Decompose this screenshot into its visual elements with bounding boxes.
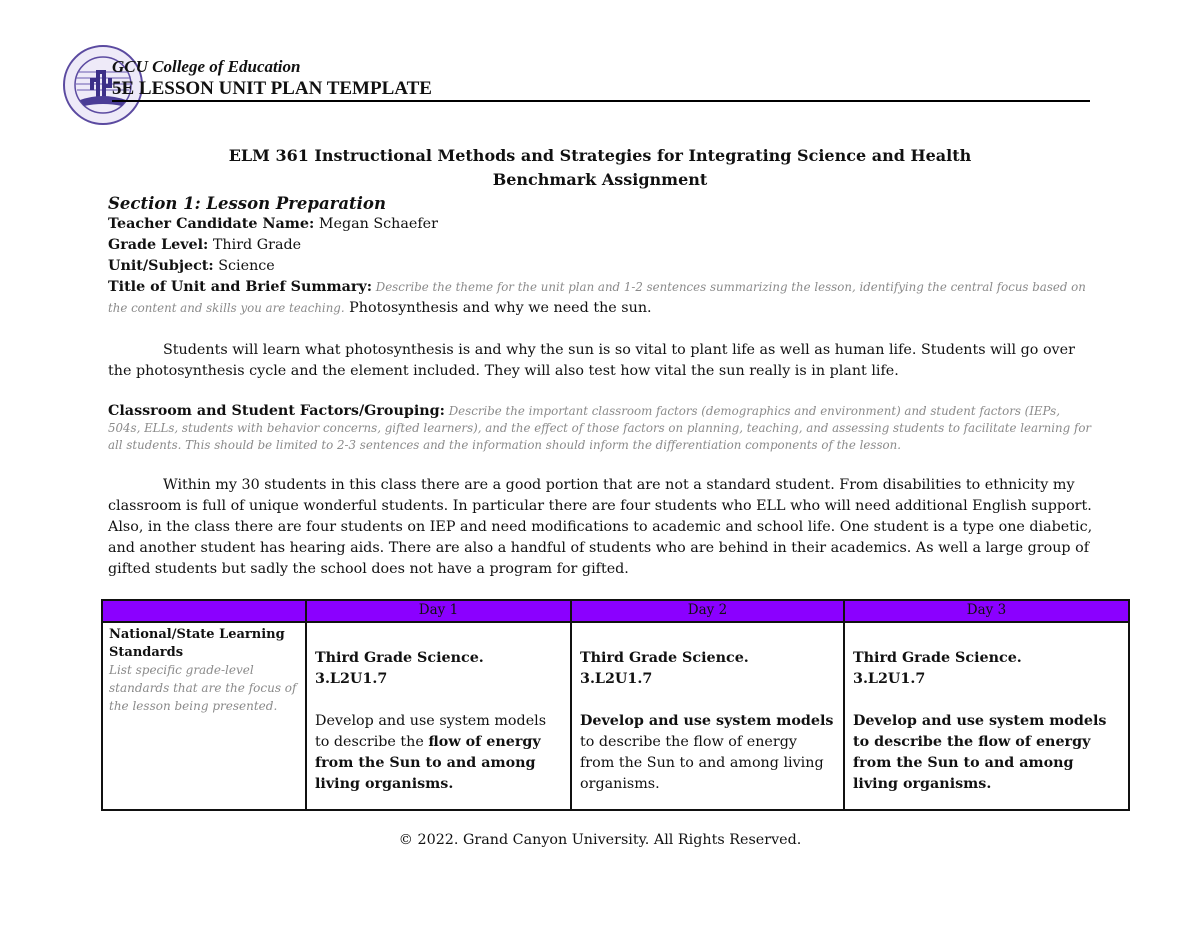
standard-text: to describe the flow of energy from the Sun to and among living organisms. bbox=[580, 734, 824, 792]
grade-row bbox=[108, 235, 1093, 256]
unit-value: Science bbox=[213, 258, 275, 274]
college-name: GCU College of Education bbox=[112, 57, 301, 76]
title-label: Title of Unit and Brief Summary: bbox=[108, 279, 372, 295]
factors-row bbox=[108, 403, 1093, 454]
template-title: 5E LESSON UNIT PLAN TEMPLATE bbox=[112, 78, 432, 99]
course-title: ELM 361 Instructional Methods and Strategies for Integrating Science and Health bbox=[228, 146, 972, 165]
header-empty bbox=[102, 600, 306, 622]
standard-code: 3.L2U1.7 bbox=[315, 671, 388, 687]
title-hint: Describe the theme for the unit plan and 1-2 sentences summarizing the lesson, identifying the central focus based on the content and skills you are teaching. bbox=[108, 280, 1086, 315]
copyright-footer: © 2022. Grand Canyon University. All Rights Reserved. bbox=[398, 832, 802, 848]
standard-code: 3.L2U1.7 bbox=[853, 671, 926, 687]
standard-text-bold: flow of energy from the Sun to and among living organisms. bbox=[315, 734, 541, 792]
standard-code: 3.L2U1.7 bbox=[580, 671, 653, 687]
standard-title: Third Grade Science. bbox=[315, 650, 484, 666]
table-header-row bbox=[102, 600, 1129, 622]
day-2-cell bbox=[571, 622, 844, 810]
assignment-title: Benchmark Assignment bbox=[492, 170, 708, 189]
title-summary-row bbox=[108, 277, 1093, 319]
header-day-1: Day 1 bbox=[306, 600, 571, 622]
standard-title: Third Grade Science. bbox=[580, 650, 749, 666]
header-rule bbox=[112, 100, 1090, 102]
title-value: Photosynthesis and why we need the sun. bbox=[344, 300, 652, 316]
row-label-cell bbox=[102, 622, 306, 810]
row-label: National/State Learning Standards bbox=[109, 627, 285, 660]
section-1 bbox=[108, 193, 1093, 580]
factors-label: Classroom and Student Factors/Grouping: bbox=[108, 403, 445, 419]
unit-row bbox=[108, 256, 1093, 277]
header-day-2: Day 2 bbox=[571, 600, 844, 622]
standard-title: Third Grade Science. bbox=[853, 650, 1022, 666]
table-row bbox=[102, 622, 1129, 810]
teacher-name-row bbox=[108, 214, 1093, 235]
unit-label: Unit/Subject: bbox=[108, 258, 214, 274]
grade-label: Grade Level: bbox=[108, 237, 209, 253]
teacher-value: Megan Schaefer bbox=[314, 216, 438, 232]
day-1-cell bbox=[306, 622, 571, 810]
row-hint: List specific grade-level standards that are the focus of the lesson being presented. bbox=[109, 663, 297, 713]
standard-text-bold: Develop and use system models to describe the flow of energy from the Sun to and among living organisms. bbox=[853, 713, 1107, 792]
section-heading: Section 1: Lesson Preparation bbox=[108, 194, 386, 213]
standards-table bbox=[101, 599, 1130, 811]
standard-text-bold: Develop and use system models bbox=[580, 713, 834, 729]
factors-paragraph: Within my 30 students in this class there are a good portion that are not a standard student. From disabilities to ethnicity my classroom is full of unique wonderful students. In particular there are four students who ELL who will need additional English support. Also, in the class there are four students on IEP and need modifications to academic and school life. One student is a type one diabetic, and another student has hearing aids. There are also a handful of students who are behind in their academics. As well a large group of gifted students but sadly the school does not have a program for gifted. bbox=[108, 477, 1093, 577]
factors-hint: Describe the important classroom factors (demographics and environment) and student factors (IEPs, 504s, ELLs, students with behavior concerns, gifted learners), and the effect of those factors on planning, teaching, and assessing students to facilitate learning for all students. This should be limited to 2-3 sentences and the information should inform the differentiation components of the lesson. bbox=[108, 404, 1092, 452]
summary-paragraph: Students will learn what photosynthesis is and why the sun is so vital to plant life as well as human life. Students will go over the photosynthesis cycle and the element included. They will also test how vital the sun really is in plant life. bbox=[108, 342, 1075, 379]
teacher-label: Teacher Candidate Name: bbox=[108, 216, 315, 232]
standard-text: Develop and use system models to describe the bbox=[315, 713, 547, 750]
header-day-3: Day 3 bbox=[844, 600, 1129, 622]
day-3-cell bbox=[844, 622, 1129, 810]
grade-value: Third Grade bbox=[208, 237, 302, 253]
